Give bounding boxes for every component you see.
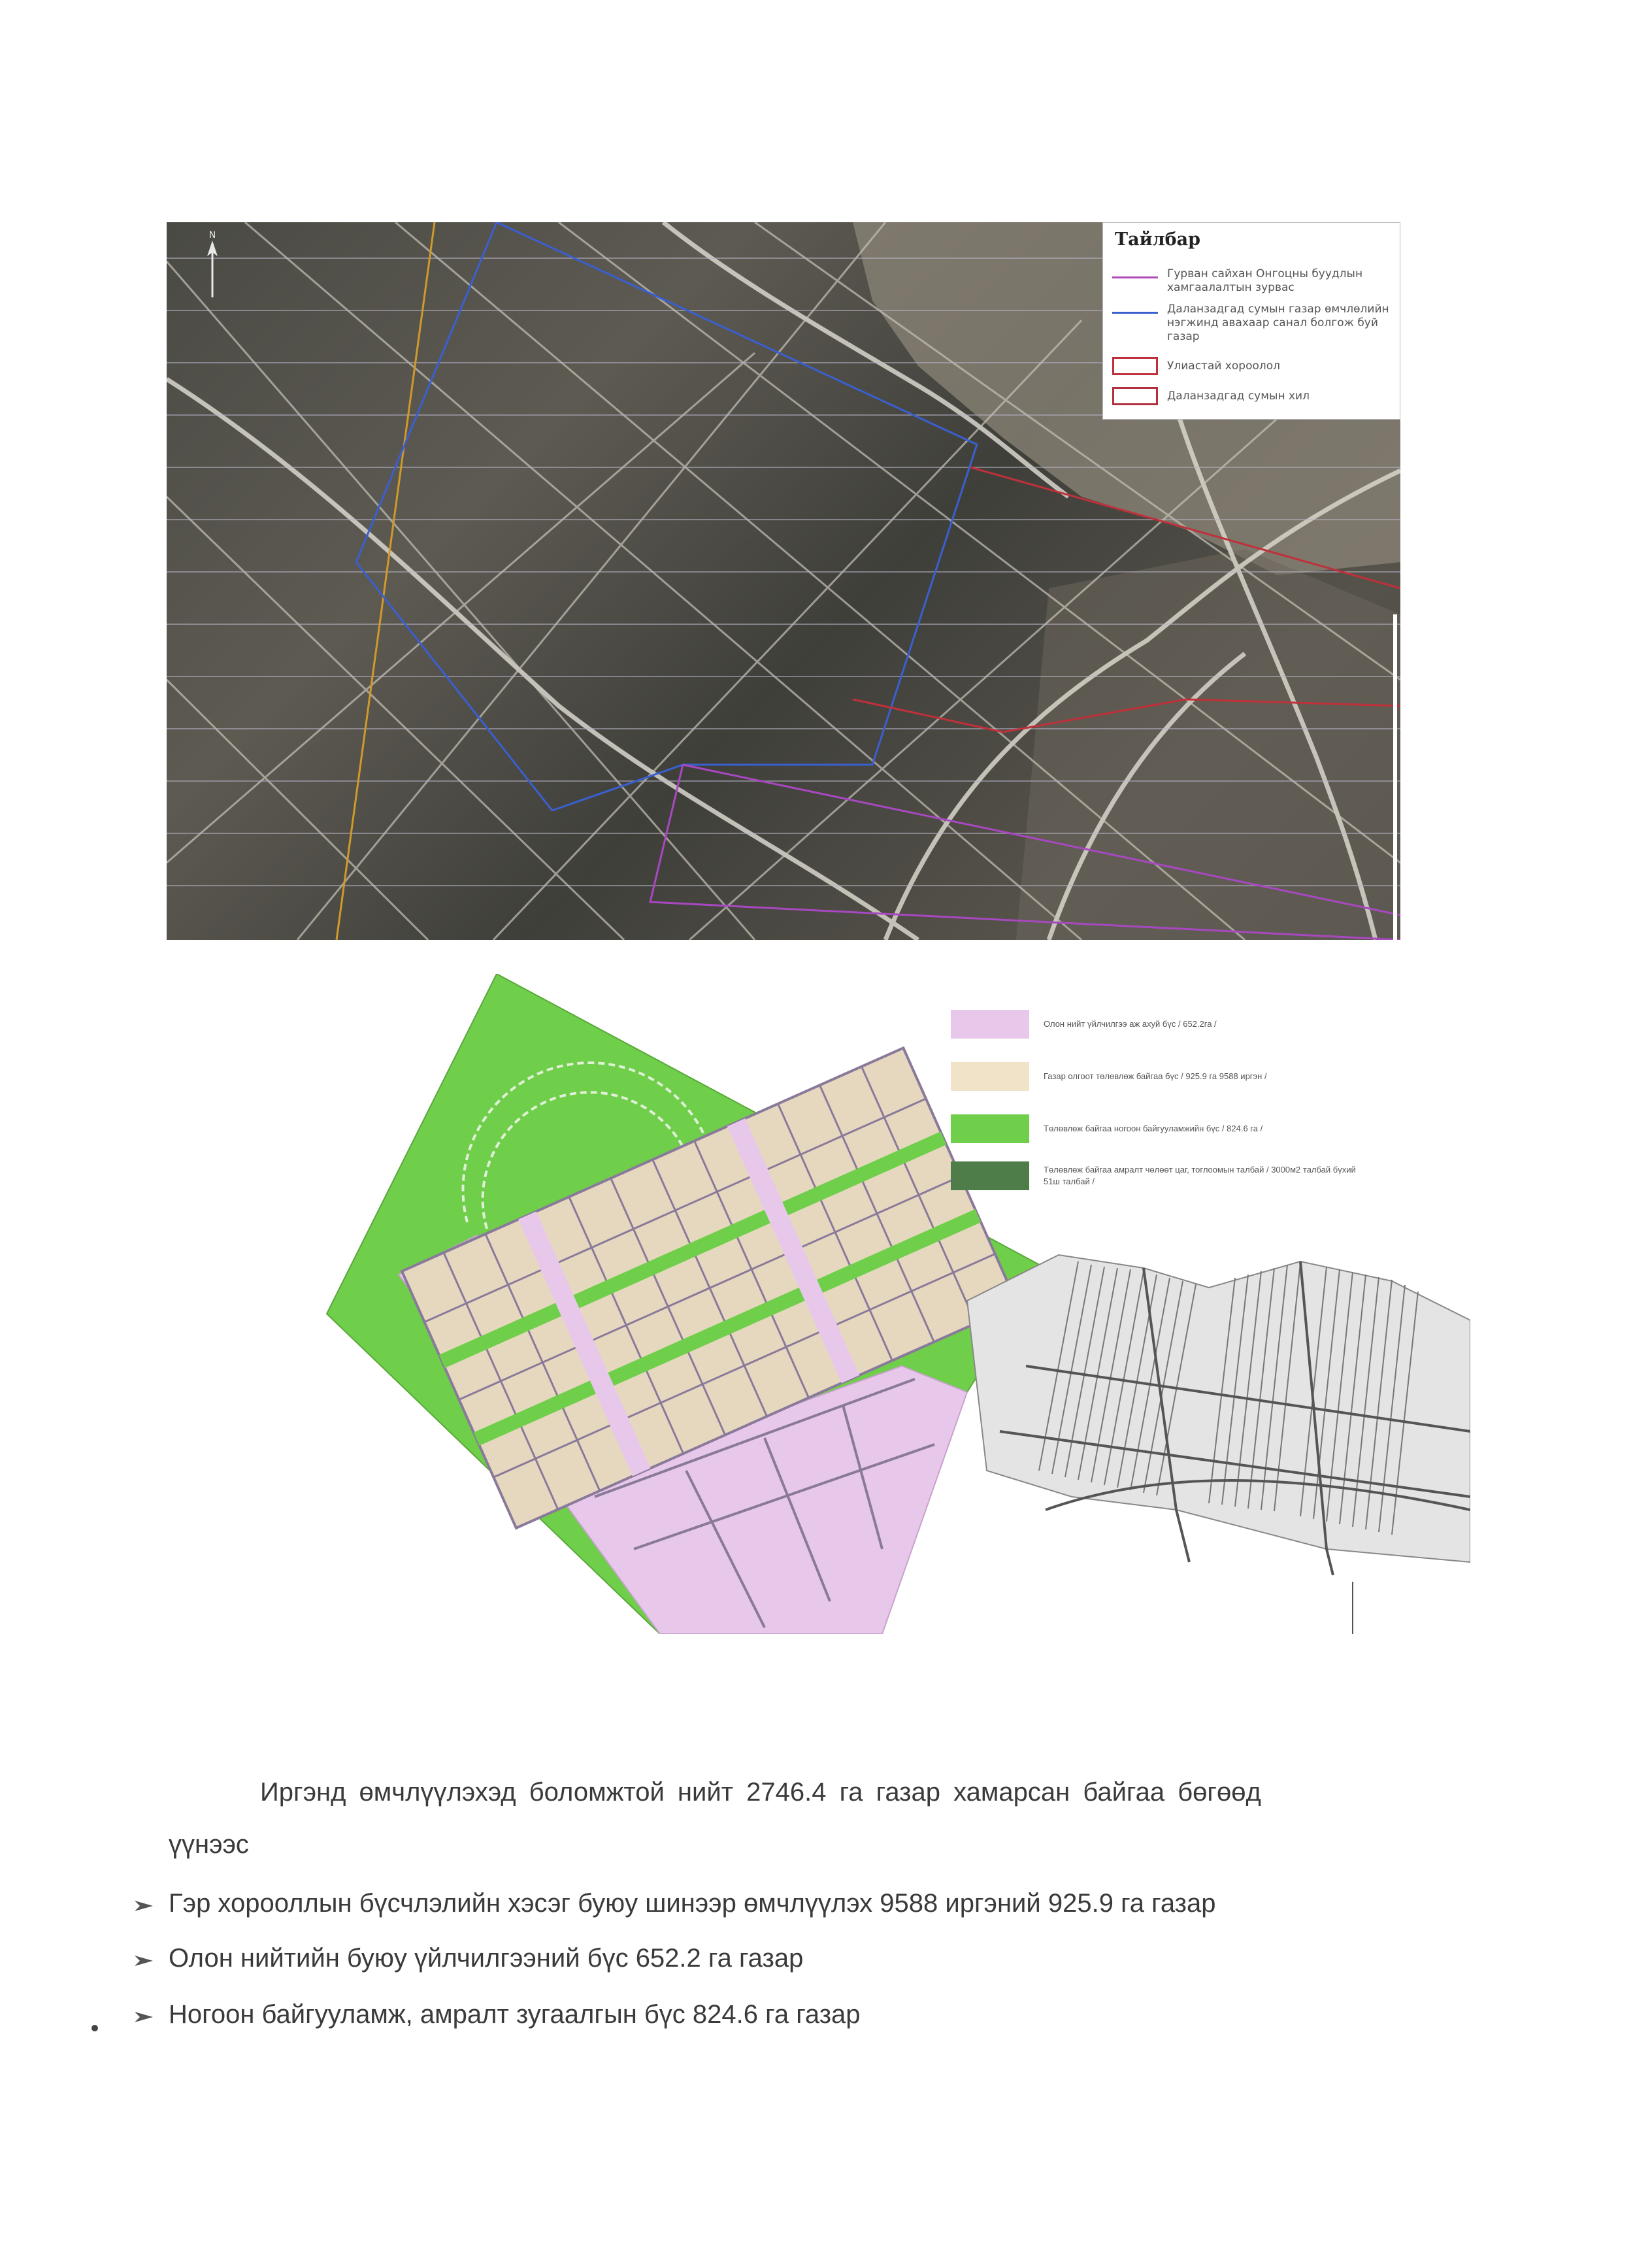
legend-item-label: Төлөвлөж байгаа амралт чөлөөт цаг, тоглоомын талбай / 3000м2 талбай бүхий 51ш талбай / — [1044, 1165, 1356, 1186]
legend-item-label: Төлөвлөж байгаа ногоон байгууламжийн бүс / 824.6 га / — [1044, 1124, 1263, 1133]
arrow-bullet-icon — [131, 1948, 157, 1974]
bullet-text: Гэр хорооллын бүсчлэлийн хэсэг буюу шинээр өмчлүүлэх 9588 иргэний 925.9 га газар — [169, 1889, 1216, 1918]
legend-swatch-green — [951, 1114, 1029, 1143]
bullet-item — [131, 1889, 1503, 1926]
legend-line-blue — [1112, 312, 1158, 314]
legend-item-label: Гурван сайхан Онгоцны буудлын хамгаалалтын зурвас — [1167, 267, 1363, 294]
legend-title: Тайлбар — [1115, 229, 1201, 250]
bullet-item — [131, 2000, 1503, 2037]
legend-item — [951, 1161, 1447, 1205]
legend-swatch-pink — [951, 1010, 1029, 1039]
north-arrow-icon — [193, 229, 232, 301]
arrow-bullet-icon — [131, 2004, 157, 2030]
bullet-text: Ногоон байгууламж, амралт зугаалгын бүс 824.6 га газар — [169, 2000, 861, 2029]
arrow-bullet-icon — [131, 1893, 157, 1919]
satellite-map — [167, 222, 1400, 940]
bullet-item — [131, 1944, 1503, 1980]
satellite-map-legend — [1102, 222, 1400, 420]
legend-item-label: Даланзадгад сумын хил — [1167, 390, 1310, 403]
legend-item-label: Олон нийт үйлчилгээ аж ахуй бүс / 652.2га / — [1044, 1019, 1217, 1029]
summary-paragraph: Иргэнд өмчлүүлэхэд боломжтой нийт 2746.4 га газар хамарсан байгаа бөгөөд — [260, 1778, 1261, 1807]
bullet-text: Олон нийтийн буюу үйлчилгээний бүс 652.2 га газар — [169, 1944, 804, 1973]
scan-dot — [91, 2025, 98, 2031]
legend-line-purple — [1112, 276, 1158, 278]
north-label: N — [208, 230, 216, 241]
legend-item — [951, 1010, 1447, 1053]
planning-map-legend — [951, 1010, 1447, 1206]
summary-paragraph-continuation: үүнээс — [169, 1830, 249, 1859]
existing-neighborhood — [967, 1255, 1470, 1562]
legend-box-dark-red — [1112, 387, 1158, 405]
legend-item-label: Даланзадгад сумын газар өмчлөлийн нэгжинд авахаар санал болгож буй газар — [1167, 303, 1389, 343]
legend-item-label: Улиастай хороолол — [1167, 359, 1280, 373]
legend-item — [951, 1114, 1447, 1158]
legend-swatch-beige — [951, 1062, 1029, 1091]
legend-item-label: Газар олгоот төлөвлөж байгаа бүс / 925.9 га 9588 иргэн / — [1044, 1071, 1267, 1081]
legend-box-red — [1112, 357, 1158, 375]
legend-item — [951, 1062, 1447, 1105]
legend-swatch-dark-green — [951, 1161, 1029, 1190]
